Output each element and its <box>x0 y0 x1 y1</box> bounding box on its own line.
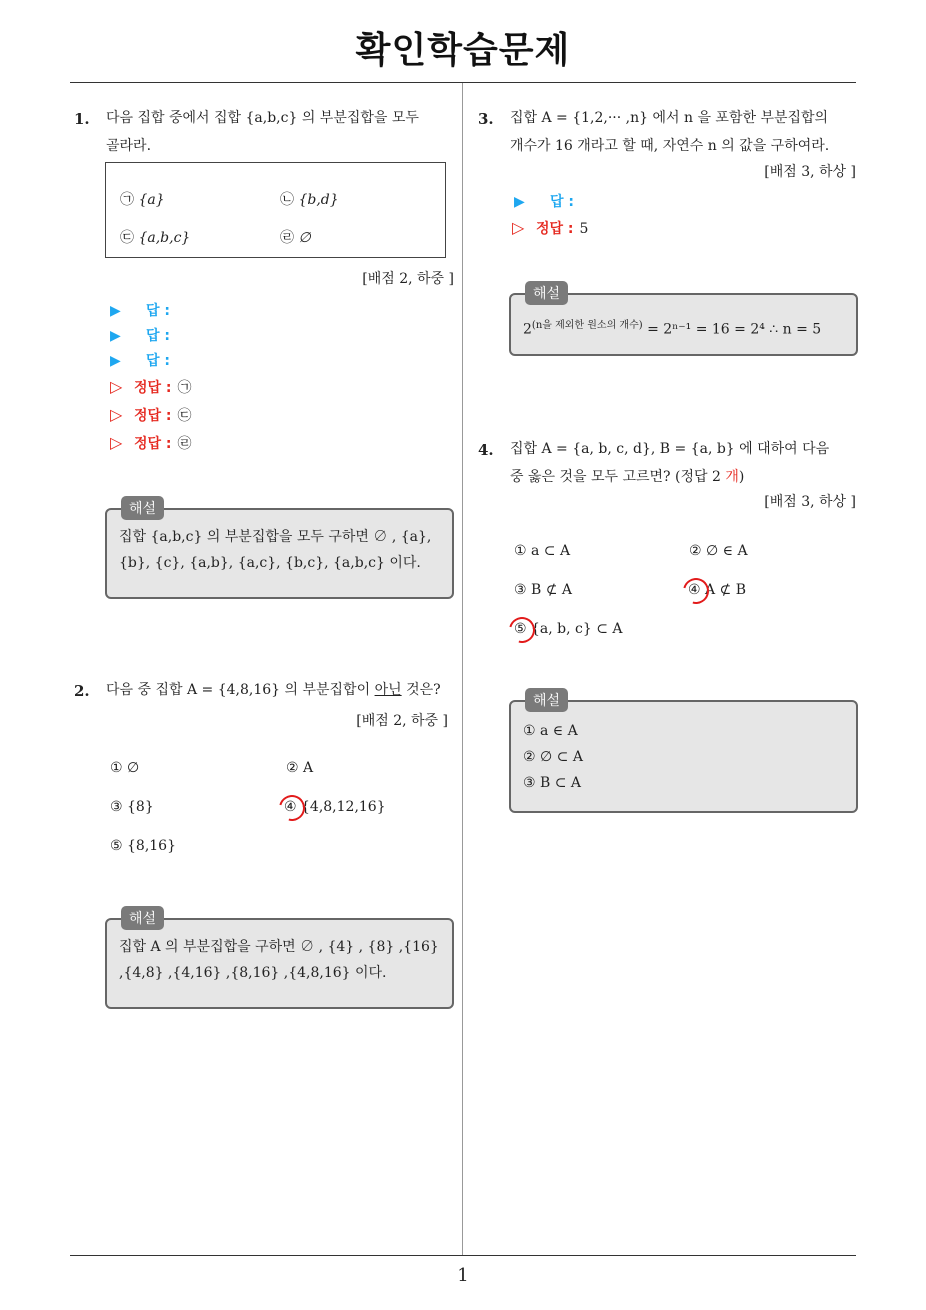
q1-expl-line1: 집합 {a,b,c} 의 부분집합을 모두 구하면 ∅ , {a}, <box>119 529 432 545</box>
q1-choice-box <box>105 162 446 258</box>
q2-choice-4[interactable]: ④ {4,8,12,16} <box>284 799 386 815</box>
q2-line1-pre: 다음 중 집합 A = {4,8,16} 의 부분집합이 <box>106 682 375 698</box>
q3-expl-exponent: (n을 제외한 원소의 개수) <box>531 320 643 331</box>
q1-line2: 골라라. <box>106 138 152 154</box>
q4-meta: [배점 3, 하상 ] <box>764 494 856 510</box>
answer-label: 답 : <box>146 328 170 344</box>
answer-arrow-icon: ▶ <box>110 353 121 369</box>
correct-label: 정답 : <box>536 221 574 237</box>
q3-explanation <box>509 286 858 356</box>
q3-answer[interactable] <box>514 191 574 211</box>
correct-value: 5 <box>579 221 589 237</box>
q2-choice-3[interactable]: ③ {8} <box>110 799 154 815</box>
q1-choice-4-text: ∅ <box>298 230 311 246</box>
answer-label: 답 : <box>550 194 574 210</box>
q1-correct-2 <box>110 405 192 425</box>
q1-correct-1 <box>110 377 192 397</box>
q1-explanation <box>105 501 454 599</box>
q1-choice-3-mark: ㉢ <box>120 230 134 246</box>
q1-choice-2-text: {b,d} <box>298 192 339 208</box>
q4-explanation-body <box>523 718 846 796</box>
q4-line2 <box>510 463 862 491</box>
q2-expl-line2: ,{4,8} ,{4,16} ,{8,16} ,{4,8,16} 이다. <box>119 965 387 981</box>
q2-number: 2. <box>74 682 90 700</box>
q1-choice-2[interactable] <box>280 189 339 209</box>
q1-choice-4-mark: ㉣ <box>280 230 294 246</box>
q4-expl-line3: ③ B ⊂ A <box>523 775 582 791</box>
q1-explanation-tag: 해설 <box>121 496 164 520</box>
page-number: 1 <box>457 1265 469 1286</box>
q1-meta: [배점 2, 하중 ] <box>362 271 454 287</box>
correct-value: ㉢ <box>177 408 192 424</box>
q1-explanation-body <box>119 524 442 576</box>
q2-choice-2[interactable]: ② A <box>286 760 314 776</box>
answer-arrow-icon: ▶ <box>110 303 121 319</box>
q2-choice-1[interactable]: ① ∅ <box>110 760 140 776</box>
q3-meta: [배점 3, 하상 ] <box>764 164 856 180</box>
q4-text <box>510 435 862 491</box>
answer-arrow-icon: ▶ <box>514 194 525 210</box>
q2-answer-circle-mark <box>274 790 310 826</box>
page-title: 확인학습문제 <box>355 30 571 71</box>
correct-value: ㉣ <box>177 436 192 452</box>
correct-label: 정답 : <box>134 408 172 424</box>
q1-number: 1. <box>74 110 90 128</box>
q3-explanation-body <box>523 313 846 343</box>
q3-explanation-tag: 해설 <box>525 281 568 305</box>
q4-choice-4[interactable]: ④ A ⊄ B <box>688 582 747 598</box>
q1-choice-1-mark: ㉠ <box>120 192 134 208</box>
answer-label: 답 : <box>146 353 170 369</box>
q3-expl-rest: = 2ⁿ⁻¹ = 16 = 2⁴ ∴ n = 5 <box>642 321 822 338</box>
q2-explanation <box>105 911 454 1009</box>
q1-correct-3 <box>110 433 192 453</box>
correct-arrow-icon: ▷ <box>110 405 123 424</box>
q3-line1: 집합 A = {1,2,··· ,n} 에서 n 을 포함한 부분집합의 <box>510 110 829 126</box>
q1-answer-3[interactable] <box>110 350 170 370</box>
q4-line2-post: ) <box>738 469 745 485</box>
q1-expl-line2: {b}, {c}, {a,b}, {a,c}, {b,c}, {a,b,c} 이다. <box>119 555 421 571</box>
q4-choice-5[interactable]: ⑤ {a, b, c} ⊂ A <box>514 621 623 637</box>
q1-choice-2-mark: ㉡ <box>280 192 294 208</box>
q4-line2-pre: 중 옳은 것을 모두 고르면? (정답 2 <box>510 469 726 485</box>
q2-explanation-body <box>119 934 442 986</box>
q4-choice-3[interactable]: ③ B ⊄ A <box>514 582 573 598</box>
correct-label: 정답 : <box>134 436 172 452</box>
q1-choice-4[interactable] <box>280 227 311 247</box>
q3-correct <box>512 218 588 238</box>
correct-arrow-icon: ▷ <box>110 433 123 452</box>
q4-explanation-tag: 해설 <box>525 688 568 712</box>
q1-choice-1-text: {a} <box>138 192 165 208</box>
q4-line1: 집합 A = {a, b, c, d}, B = {a, b} 에 대하여 다음 <box>510 441 830 457</box>
q2-text <box>106 676 458 704</box>
correct-label: 정답 : <box>134 380 172 396</box>
q4-answer-circle-mark-4 <box>678 573 714 609</box>
q1-text <box>106 104 456 160</box>
correct-arrow-icon: ▷ <box>512 218 525 237</box>
q4-expl-line1: ① a ∈ A <box>523 723 578 739</box>
correct-value: ㉠ <box>177 380 192 396</box>
correct-arrow-icon: ▷ <box>110 377 123 396</box>
q4-choice-1[interactable]: ① a ⊂ A <box>514 543 571 559</box>
bottom-rule <box>70 1255 856 1256</box>
q2-meta: [배점 2, 하중 ] <box>356 713 448 729</box>
q2-line1-post: 것은? <box>401 682 441 698</box>
q1-choice-1[interactable] <box>120 189 165 209</box>
answer-arrow-icon: ▶ <box>110 328 121 344</box>
q3-number: 3. <box>478 110 494 128</box>
q2-choice-5[interactable]: ⑤ {8,16} <box>110 838 176 854</box>
answer-label: 답 : <box>146 303 170 319</box>
q1-choice-3-text: {a,b,c} <box>138 230 191 246</box>
q3-expl-base: 2 <box>523 321 532 338</box>
q4-expl-line2: ② ∅ ⊂ A <box>523 749 583 765</box>
q1-choice-3[interactable] <box>120 227 190 247</box>
q1-line1: 다음 집합 중에서 집합 {a,b,c} 의 부분집합을 모두 <box>106 110 419 126</box>
q4-number: 4. <box>478 441 494 459</box>
q4-choice-2[interactable]: ② ∅ ∈ A <box>689 543 748 559</box>
q2-line1-underlined: 아닌 <box>374 682 402 698</box>
q4-explanation <box>509 693 858 813</box>
q3-text <box>510 104 862 160</box>
q1-answer-2[interactable] <box>110 325 170 345</box>
q4-answer-circle-mark-5 <box>504 612 540 648</box>
q1-answer-1[interactable] <box>110 300 170 320</box>
q2-explanation-tag: 해설 <box>121 906 164 930</box>
q2-expl-line1: 집합 A 의 부분집합을 구하면 ∅ , {4} , {8} ,{16} <box>119 939 439 955</box>
column-divider <box>462 83 463 1255</box>
top-rule <box>70 82 856 83</box>
q4-line2-red: 개 <box>725 469 739 485</box>
q3-line2: 개수가 16 개라고 할 때, 자연수 n 의 값을 구하여라. <box>510 138 830 154</box>
